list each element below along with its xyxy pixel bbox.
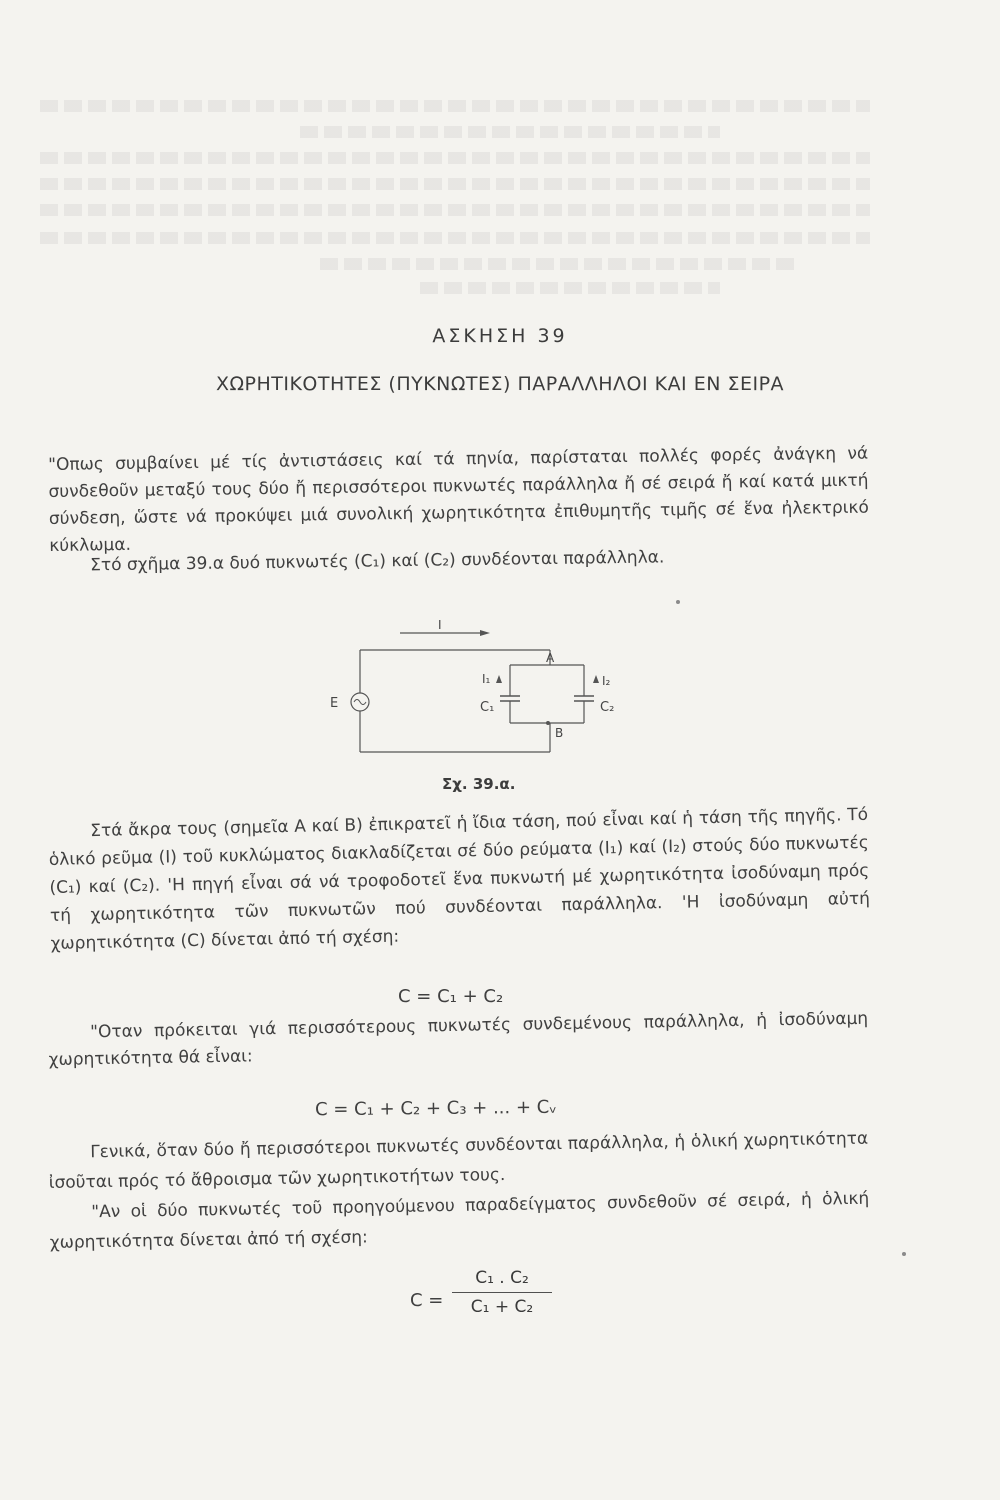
current-arrow-head [480, 630, 490, 636]
formula-series-lhs: C = [410, 1290, 444, 1311]
bleed-through-line [300, 126, 720, 138]
series-paragraph: "Αν οἱ δύο πυκνωτές τοῦ προηγούμενου παραδείγματος συνδεθοῦν σέ σειρά, ἡ ὁλική χωρητικότητα δίνεται ἀπό τή σχέση: [49, 1188, 870, 1253]
many-capacitors-paragraph: "Οταν πρόκειται γιά περισσότερους πυκνωτές συνδεμένους παράλληλα, ἡ ἰσοδύναμη χωρητικότητα θά εἶναι: [48, 1008, 869, 1070]
bleed-through-line [420, 282, 720, 294]
figure-reference-paragraph: Στό σχῆμα 39.α δυό πυκνωτές (C₁) καί (C₂) συνδέονται παράλληλα. [90, 547, 665, 576]
general-and-series-text [48, 1124, 870, 1258]
label-cap-1: C₁ [480, 700, 495, 715]
exercise-title: ΑΣΚΗΣΗ 39 [432, 325, 568, 347]
exercise-subtitle: ΧΩΡΗΤΙΚΟΤΗΤΕΣ (ΠΥΚΝΩΤΕΣ) ΠΑΡΑΛΛΗΛΟΙ ΚΑΙ ΕΝ ΣΕΙΡΑ [215, 373, 785, 395]
i2-arrow [593, 675, 599, 683]
label-current-1: I₁ [482, 672, 491, 686]
series-denominator: C₁ + C₂ [470, 1297, 534, 1317]
label-current-2: I₂ [602, 674, 611, 688]
label-node-a: A [546, 651, 555, 665]
formula-parallel-two: C = C₁ + C₂ [398, 986, 504, 1007]
formula-parallel-many: C = C₁ + C₂ + C₃ + ... + Cᵥ [314, 1096, 557, 1121]
figure-caption: Σχ. 39.α. [442, 775, 516, 793]
intro-paragraph: "Οπως συμβαίνει μέ τίς ἀντιστάσεις καί τά πηνία, παρίσταται πολλές φορές ἀνάγκη νά συνδεθοῦν μεταξύ τους δύο ἤ περισσότεροι πυκνωτές παράλληλα ἤ σέ σειρά ἤ καί κατά μικτή σύνδεση, ὥστε νά προκύψει μιά συνολική χωρητικότητα ἐπιθυμητῆς τιμῆς σέ ἕνα ἠλεκτρικό κύκλωμα. [48, 443, 869, 556]
label-cap-2: C₂ [600, 700, 615, 715]
label-current-total: I [438, 618, 442, 632]
bleed-through-line [320, 258, 800, 270]
parallel-capacitor-circuit [310, 615, 640, 765]
explanation-paragraph: Στά ἄκρα τους (σημεῖα Α καί Β) ἐπικρατεῖ ἡ ἴδια τάση, πού εἶναι καί ἡ τάση τῆς πηγῆς. Τό ὁλικό ρεῦμα (Ι) τοῦ κυκλώματος διακλαδίζεται σέ δύο ρεύματα (Ι₁) καί (Ι₂) στούς δύο πυκνωτές (C₁) καί (C₂). 'Η πηγή εἶναι σά νά τροφοδοτεῖ ἕνα πυκνωτή μέ χωρητικότητα ἰσοδύναμη πρός τή χωρητικότητα τῶν πυκνωτῶν πού συνδέονται παράλληλα. 'Η ἰσοδύναμη αὐτή χωρητικότητα (C) δίνεται ἀπό τή σχέση: [48, 804, 871, 954]
bleed-through-line [40, 100, 870, 112]
bleed-through-line [40, 232, 870, 244]
label-node-b: B [555, 726, 564, 740]
bleed-through-line [40, 178, 870, 190]
label-source: E [330, 696, 339, 711]
general-paragraph: Γενικά, ὅταν δύο ἤ περισσότεροι πυκνωτές συνδέονται παράλληλα, ἡ ὁλική χωρητικότητα ἰσοῦται πρός τό ἄθροισμα τῶν χωρητικοτήτων τους. [48, 1128, 869, 1193]
bleed-through-line [40, 204, 870, 216]
source-wave [354, 700, 366, 705]
bleed-through-line [40, 152, 870, 164]
i1-arrow [496, 675, 502, 683]
formula-series-fraction [452, 1268, 552, 1317]
ink-speck [902, 1252, 906, 1256]
ink-speck [676, 600, 680, 604]
series-numerator: C₁ . C₂ [452, 1268, 552, 1293]
